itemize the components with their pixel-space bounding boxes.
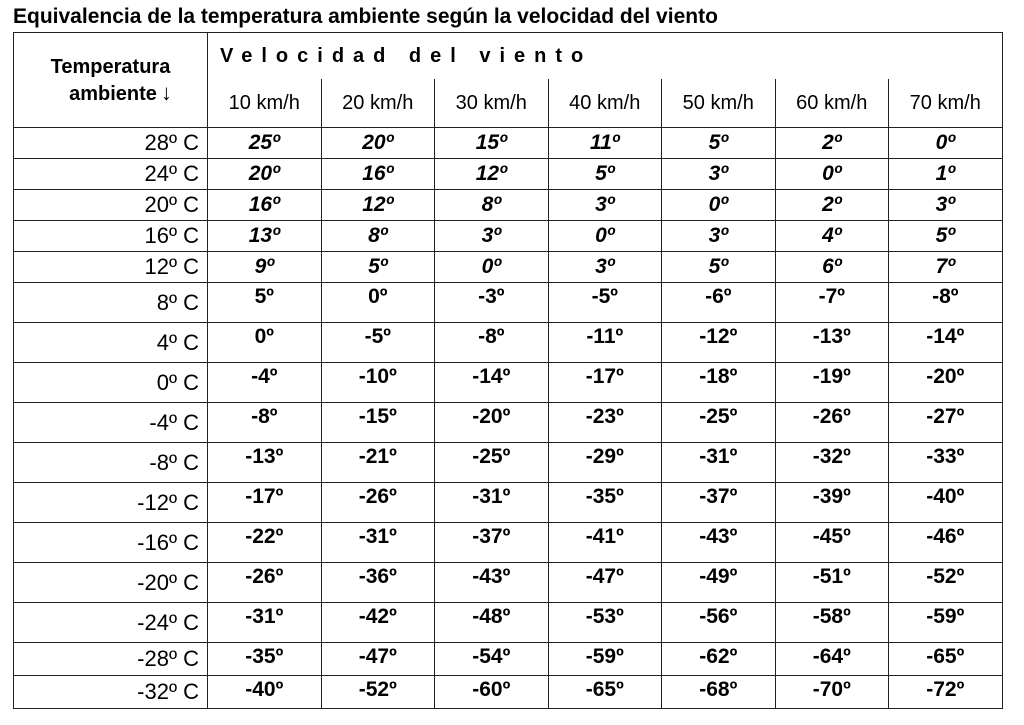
equivalent-temperature-cell: 0º bbox=[208, 323, 322, 363]
equivalent-temperature-cell: 5º bbox=[662, 128, 776, 159]
equivalent-temperature-cell: -14º bbox=[889, 323, 1003, 363]
equivalent-temperature-cell: -19º bbox=[775, 363, 889, 403]
temp-label-line2: ambiente bbox=[69, 82, 157, 105]
equivalent-temperature-cell: -31º bbox=[208, 603, 322, 643]
equivalent-temperature-cell: -33º bbox=[889, 443, 1003, 483]
equivalent-temperature-cell: 5º bbox=[548, 159, 662, 190]
ambient-temperature-cell: 4º C bbox=[14, 323, 208, 363]
equivalent-temperature-cell: 16º bbox=[321, 159, 435, 190]
equivalent-temperature-cell: -51º bbox=[775, 563, 889, 603]
equivalent-temperature-cell: -42º bbox=[321, 603, 435, 643]
equivalent-temperature-cell: -43º bbox=[662, 523, 776, 563]
equivalent-temperature-cell: -32º bbox=[775, 443, 889, 483]
ambient-temperature-cell: 8º C bbox=[14, 283, 208, 323]
equivalent-temperature-cell: 11º bbox=[548, 128, 662, 159]
equivalent-temperature-cell: 15º bbox=[435, 128, 549, 159]
equivalent-temperature-cell: -37º bbox=[662, 483, 776, 523]
ambient-temperature-cell: -28º C bbox=[14, 643, 208, 676]
speed-header-cell: 50 km/h bbox=[662, 79, 776, 128]
ambient-temperature-cell: 24º C bbox=[14, 159, 208, 190]
equivalent-temperature-cell: -25º bbox=[435, 443, 549, 483]
equivalent-temperature-cell: -12º bbox=[662, 323, 776, 363]
ambient-temperature-cell: -12º C bbox=[14, 483, 208, 523]
equivalent-temperature-cell: -15º bbox=[321, 403, 435, 443]
table-row bbox=[14, 283, 1003, 323]
equivalent-temperature-cell: 4º bbox=[775, 221, 889, 252]
equivalent-temperature-cell: -8º bbox=[208, 403, 322, 443]
equivalent-temperature-cell: -60º bbox=[435, 676, 549, 709]
ambient-temperature-cell: 12º C bbox=[14, 252, 208, 283]
equivalent-temperature-cell: -26º bbox=[208, 563, 322, 603]
ambient-temperature-cell: 20º C bbox=[14, 190, 208, 221]
equivalent-temperature-cell: -23º bbox=[548, 403, 662, 443]
table-row bbox=[14, 563, 1003, 603]
equivalent-temperature-cell: 0º bbox=[889, 128, 1003, 159]
equivalent-temperature-cell: 5º bbox=[889, 221, 1003, 252]
equivalent-temperature-cell: -47º bbox=[321, 643, 435, 676]
equivalent-temperature-cell: -64º bbox=[775, 643, 889, 676]
ambient-temperature-cell: -32º C bbox=[14, 676, 208, 709]
equivalent-temperature-cell: 1º bbox=[889, 159, 1003, 190]
speed-header-cell: 70 km/h bbox=[889, 79, 1003, 128]
ambient-temperature-cell: -8º C bbox=[14, 443, 208, 483]
equivalent-temperature-cell: -56º bbox=[662, 603, 776, 643]
equivalent-temperature-cell: -13º bbox=[775, 323, 889, 363]
equivalent-temperature-cell: 5º bbox=[662, 252, 776, 283]
equivalent-temperature-cell: 12º bbox=[321, 190, 435, 221]
equivalent-temperature-cell: 20º bbox=[208, 159, 322, 190]
equivalent-temperature-cell: 12º bbox=[435, 159, 549, 190]
table-row bbox=[14, 603, 1003, 643]
equivalent-temperature-cell: -4º bbox=[208, 363, 322, 403]
equivalent-temperature-cell: -10º bbox=[321, 363, 435, 403]
ambient-temperature-cell: -20º C bbox=[14, 563, 208, 603]
equivalent-temperature-cell: 3º bbox=[889, 190, 1003, 221]
equivalent-temperature-cell: 9º bbox=[208, 252, 322, 283]
equivalent-temperature-cell: -35º bbox=[548, 483, 662, 523]
equivalent-temperature-cell: -43º bbox=[435, 563, 549, 603]
speed-header-cell: 10 km/h bbox=[208, 79, 322, 128]
table-row bbox=[14, 252, 1003, 283]
temp-label-line1: Temperatura bbox=[50, 55, 171, 78]
equivalent-temperature-cell: -45º bbox=[775, 523, 889, 563]
ambient-temperature-cell: 0º C bbox=[14, 363, 208, 403]
equivalent-temperature-cell: 7º bbox=[889, 252, 1003, 283]
speed-header-cell: 20 km/h bbox=[321, 79, 435, 128]
table-row bbox=[14, 363, 1003, 403]
table-row bbox=[14, 403, 1003, 443]
equivalent-temperature-cell: -70º bbox=[775, 676, 889, 709]
equivalent-temperature-cell: -8º bbox=[889, 283, 1003, 323]
equivalent-temperature-cell: 3º bbox=[435, 221, 549, 252]
equivalent-temperature-cell: 8º bbox=[321, 221, 435, 252]
equivalent-temperature-cell: -65º bbox=[548, 676, 662, 709]
ambient-temperature-cell: -4º C bbox=[14, 403, 208, 443]
equivalent-temperature-cell: -35º bbox=[208, 643, 322, 676]
equivalent-temperature-cell: -46º bbox=[889, 523, 1003, 563]
ambient-temperature-cell: 28º C bbox=[14, 128, 208, 159]
equivalent-temperature-cell: 5º bbox=[208, 283, 322, 323]
equivalent-temperature-cell: -31º bbox=[435, 483, 549, 523]
table-row bbox=[14, 483, 1003, 523]
equivalent-temperature-cell: -29º bbox=[548, 443, 662, 483]
equivalent-temperature-cell: -3º bbox=[435, 283, 549, 323]
ambient-temperature-cell: -16º C bbox=[14, 523, 208, 563]
equivalent-temperature-cell: -25º bbox=[662, 403, 776, 443]
equivalent-temperature-cell: -8º bbox=[435, 323, 549, 363]
equivalent-temperature-cell: -48º bbox=[435, 603, 549, 643]
equivalent-temperature-cell: -39º bbox=[775, 483, 889, 523]
table-row bbox=[14, 128, 1003, 159]
equivalent-temperature-cell: 5º bbox=[321, 252, 435, 283]
equivalent-temperature-cell: -7º bbox=[775, 283, 889, 323]
equivalent-temperature-cell: -11º bbox=[548, 323, 662, 363]
table-row bbox=[14, 221, 1003, 252]
equivalent-temperature-cell: 0º bbox=[662, 190, 776, 221]
ambient-temperature-cell: -24º C bbox=[14, 603, 208, 643]
equivalent-temperature-cell: -59º bbox=[889, 603, 1003, 643]
equivalent-temperature-cell: -53º bbox=[548, 603, 662, 643]
equivalent-temperature-cell: -41º bbox=[548, 523, 662, 563]
page-title: Equivalencia de la temperatura ambiente según la velocidad del viento bbox=[13, 5, 718, 28]
equivalent-temperature-cell: 0º bbox=[548, 221, 662, 252]
equivalent-temperature-cell: -20º bbox=[435, 403, 549, 443]
equivalent-temperature-cell: -47º bbox=[548, 563, 662, 603]
equivalent-temperature-cell: -40º bbox=[889, 483, 1003, 523]
equivalent-temperature-cell: 2º bbox=[775, 128, 889, 159]
equivalent-temperature-cell: 3º bbox=[548, 252, 662, 283]
equivalent-temperature-cell: 0º bbox=[435, 252, 549, 283]
equivalent-temperature-cell: -26º bbox=[321, 483, 435, 523]
equivalent-temperature-cell: -5º bbox=[548, 283, 662, 323]
equivalent-temperature-cell: -52º bbox=[889, 563, 1003, 603]
equivalent-temperature-cell: 0º bbox=[775, 159, 889, 190]
ambient-temperature-cell: 16º C bbox=[14, 221, 208, 252]
equivalent-temperature-cell: -20º bbox=[889, 363, 1003, 403]
equivalent-temperature-cell: -52º bbox=[321, 676, 435, 709]
equivalent-temperature-cell: 3º bbox=[662, 159, 776, 190]
equivalent-temperature-cell: 3º bbox=[662, 221, 776, 252]
equivalent-temperature-cell: -21º bbox=[321, 443, 435, 483]
equivalent-temperature-cell: -6º bbox=[662, 283, 776, 323]
wind-chill-table bbox=[13, 32, 1003, 709]
equivalent-temperature-cell: -49º bbox=[662, 563, 776, 603]
equivalent-temperature-cell: 0º bbox=[321, 283, 435, 323]
equivalent-temperature-cell: -72º bbox=[889, 676, 1003, 709]
equivalent-temperature-cell: -40º bbox=[208, 676, 322, 709]
table-body bbox=[14, 128, 1003, 709]
table-row bbox=[14, 523, 1003, 563]
equivalent-temperature-cell: -17º bbox=[548, 363, 662, 403]
table-row bbox=[14, 443, 1003, 483]
equivalent-temperature-cell: -59º bbox=[548, 643, 662, 676]
equivalent-temperature-cell: -5º bbox=[321, 323, 435, 363]
equivalent-temperature-cell: -17º bbox=[208, 483, 322, 523]
table-row bbox=[14, 643, 1003, 676]
equivalent-temperature-cell: -37º bbox=[435, 523, 549, 563]
equivalent-temperature-cell: 6º bbox=[775, 252, 889, 283]
equivalent-temperature-cell: -31º bbox=[662, 443, 776, 483]
ambient-temperature-header bbox=[14, 33, 208, 128]
equivalent-temperature-cell: -68º bbox=[662, 676, 776, 709]
equivalent-temperature-cell: -13º bbox=[208, 443, 322, 483]
table-row bbox=[14, 190, 1003, 221]
equivalent-temperature-cell: 25º bbox=[208, 128, 322, 159]
equivalent-temperature-cell: -27º bbox=[889, 403, 1003, 443]
equivalent-temperature-cell: -62º bbox=[662, 643, 776, 676]
table-row bbox=[14, 676, 1003, 709]
equivalent-temperature-cell: -14º bbox=[435, 363, 549, 403]
equivalent-temperature-cell: 8º bbox=[435, 190, 549, 221]
equivalent-temperature-cell: 20º bbox=[321, 128, 435, 159]
table-row bbox=[14, 323, 1003, 363]
equivalent-temperature-cell: 16º bbox=[208, 190, 322, 221]
equivalent-temperature-cell: -18º bbox=[662, 363, 776, 403]
equivalent-temperature-cell: 13º bbox=[208, 221, 322, 252]
table-row bbox=[14, 159, 1003, 190]
equivalent-temperature-cell: -58º bbox=[775, 603, 889, 643]
equivalent-temperature-cell: -26º bbox=[775, 403, 889, 443]
equivalent-temperature-cell: 2º bbox=[775, 190, 889, 221]
speed-header-cell: 60 km/h bbox=[775, 79, 889, 128]
equivalent-temperature-cell: -31º bbox=[321, 523, 435, 563]
speed-header-cell: 40 km/h bbox=[548, 79, 662, 128]
speed-header-cell: 30 km/h bbox=[435, 79, 549, 128]
equivalent-temperature-cell: -54º bbox=[435, 643, 549, 676]
equivalent-temperature-cell: 3º bbox=[548, 190, 662, 221]
equivalent-temperature-cell: -36º bbox=[321, 563, 435, 603]
equivalent-temperature-cell: -22º bbox=[208, 523, 322, 563]
down-arrow-icon: ↓ bbox=[160, 79, 172, 105]
equivalent-temperature-cell: -65º bbox=[889, 643, 1003, 676]
wind-speed-header: Velocidad del viento bbox=[208, 33, 1003, 80]
